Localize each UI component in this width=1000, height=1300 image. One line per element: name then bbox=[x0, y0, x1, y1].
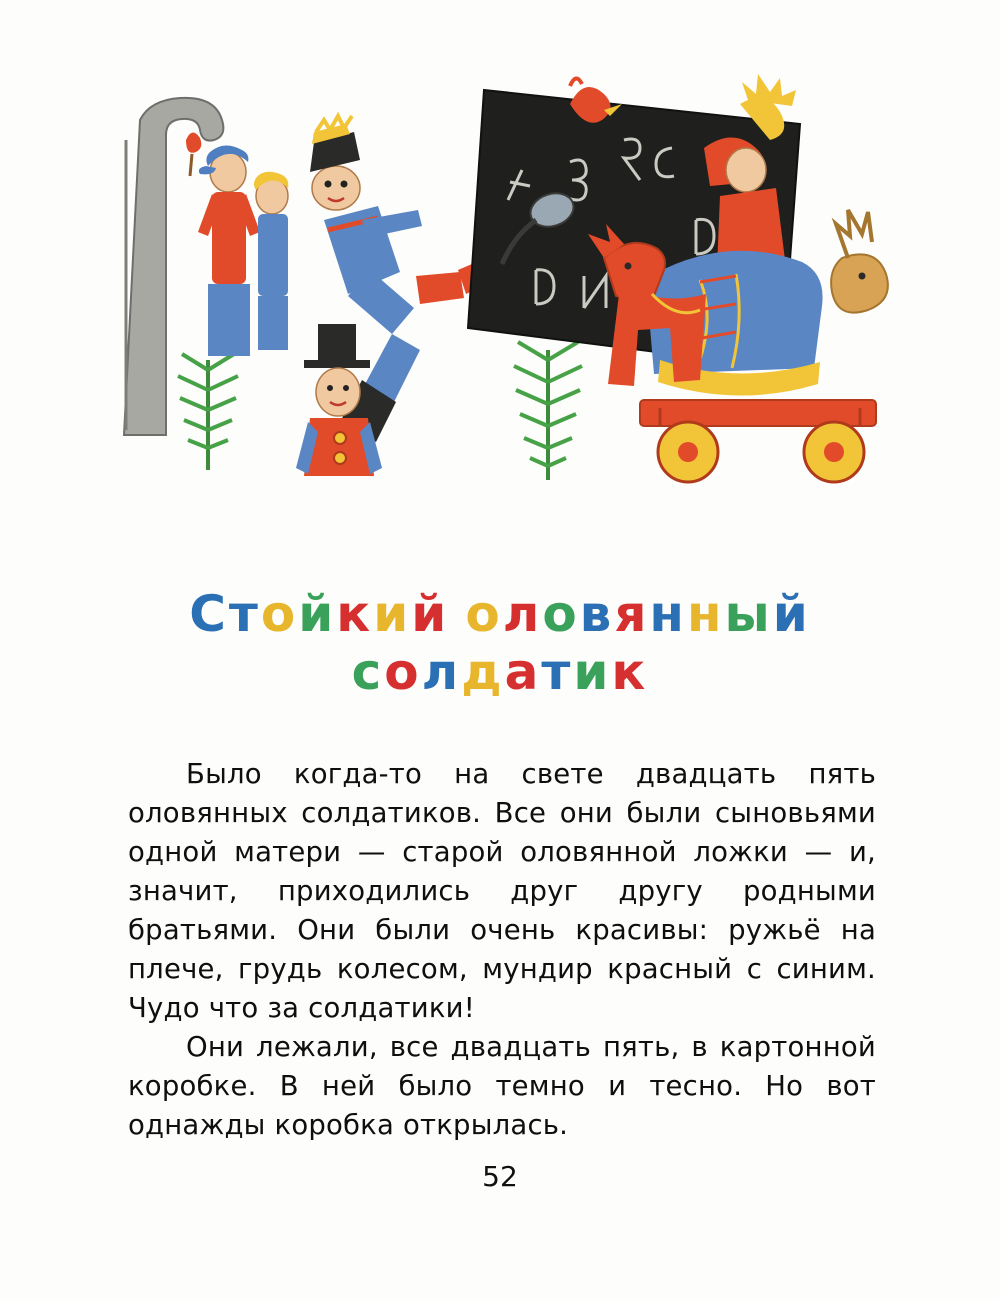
title-line-1 bbox=[80, 585, 920, 643]
title-letter: о bbox=[542, 585, 580, 643]
title-letter: о bbox=[260, 585, 299, 643]
title-letter: л bbox=[502, 585, 543, 643]
title-letter: в bbox=[579, 585, 615, 643]
deer-head-figure bbox=[831, 210, 888, 313]
title-letter: я bbox=[614, 585, 650, 643]
chapter-title bbox=[80, 585, 920, 701]
title-letter: т bbox=[541, 643, 574, 701]
cart-with-wheels bbox=[640, 400, 876, 482]
title-letter: о bbox=[384, 643, 422, 701]
paragraph-1: Было когда-то на свете двадцать пять оловянных солдатиков. Все они были сыновьями одной матери — старой оловянной ложки — и, значит, приходились друг другу родными братьями. Они были очень красивы: ружьё на плече, грудь колесом, мундир красный с синим. Чудо что за солдатики! bbox=[128, 758, 876, 1024]
title-letter: и bbox=[373, 585, 412, 643]
title-letter: д bbox=[461, 643, 505, 701]
title-letter: а bbox=[504, 643, 542, 701]
title-letter: л bbox=[421, 643, 462, 701]
page-number: 52 bbox=[482, 1160, 518, 1193]
title-letter: о bbox=[465, 585, 503, 643]
title-letter: с bbox=[351, 643, 385, 701]
title-letter: С bbox=[189, 585, 229, 643]
title-letter: н bbox=[649, 585, 687, 643]
fir-branch-right bbox=[514, 342, 582, 480]
chapter-illustration bbox=[100, 70, 900, 540]
title-letter: к bbox=[336, 585, 374, 643]
title-letter: й bbox=[772, 585, 811, 643]
fir-branch-left bbox=[178, 354, 238, 470]
child-figure-second bbox=[254, 172, 288, 350]
child-figure-left bbox=[160, 132, 260, 356]
title-letter: й bbox=[298, 585, 337, 643]
title-letter: й bbox=[411, 585, 450, 643]
title-line-2 bbox=[80, 643, 920, 701]
body-text bbox=[128, 755, 876, 1145]
title-letter: к bbox=[611, 643, 649, 701]
title-letter: т bbox=[228, 585, 261, 643]
illustration-artwork bbox=[100, 70, 900, 540]
paragraph-2: Они лежали, все двадцать пять, в картонной коробке. В ней было темно и тесно. Но вот однажды коробка открылась. bbox=[128, 1031, 876, 1141]
title-letter: ы bbox=[724, 585, 773, 643]
title-letter: н bbox=[686, 585, 725, 643]
title-letter: и bbox=[573, 643, 612, 701]
